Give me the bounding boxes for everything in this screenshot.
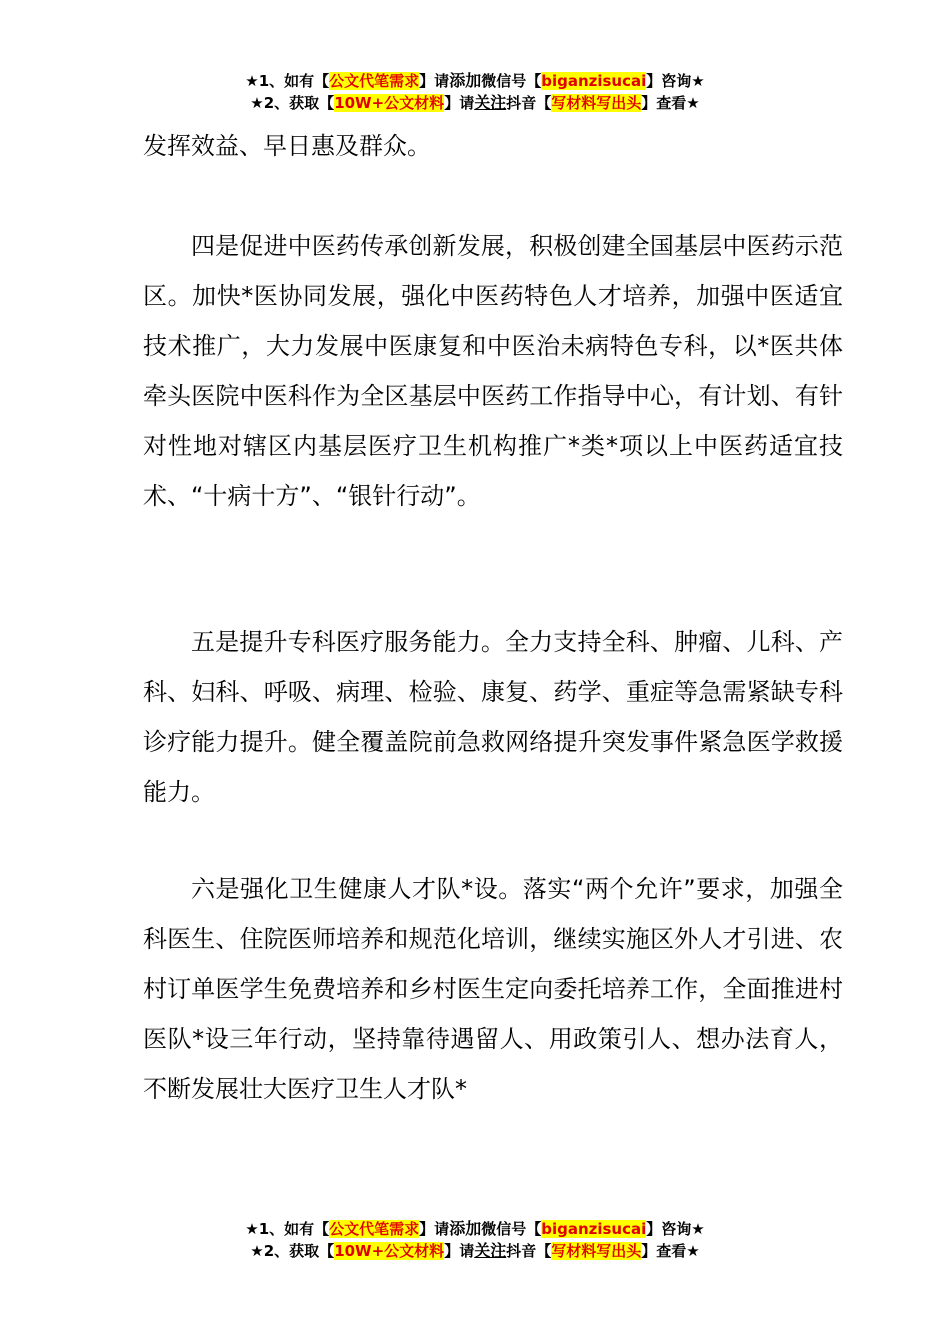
paragraph-tcm-development: 四是促进中医药传承创新发展，积极创建全国基层中医药示范区。加快*医协同发展，强化中医药特色人才培养，加强中医适宜技术推广，大力发展中医康复和中医治未病特色专科，以*医共体牵头医院中医科作为全区基层中医药工作指导中心，有计划、有针对性地对辖区内基层医疗卫生机构推广*类*项以上中医药适宜技术、“十病十方”、“银针行动”。 [143,232,843,510]
paragraph-specialty-services: 五是提升专科医疗服务能力。全力支持全科、肿瘤、儿科、产科、妇科、呼吸、病理、检验、康复、药学、重症等急需紧缺专科诊疗能力提升。健全覆盖院前急救网络提升突发事件紧急医学救援能力。 [143,628,843,806]
footer-highlight-ghostwriting: 公文代笔需求 [329,1220,420,1238]
footer-highlight-wechat-id: biganzisucai [541,1220,647,1238]
header-highlight-wechat-id: biganzisucai [541,72,647,90]
footer-line-1: ★1、如有【公文代笔需求】请添加微信号【biganzisucai】咨询★ [245,1219,705,1238]
footer-highlight-douyin: 写材料写出头 [551,1242,642,1260]
footer-line-2: ★2、获取【10W+公文材料】请关注抖音【写材料写出头】查看★ [250,1241,700,1260]
footer-highlight-materials: 10W+公文材料 [334,1242,445,1260]
header-highlight-materials: 10W+公文材料 [334,94,445,112]
footer-banner [0,1218,950,1262]
header-highlight-douyin: 写材料写出头 [551,94,642,112]
header-highlight-ghostwriting: 公文代笔需求 [329,72,420,90]
paragraph-talent-team: 六是强化卫生健康人才队*设。落实“两个允许”要求，加强全科医生、住院医师培养和规范化培训，继续实施区外人才引进、农村订单医学生免费培养和乡村医生定向委托培养工作，全面推进村医队*设三年行动，坚持靠待遇留人、用政策引人、想办法育人，不断发展壮大医疗卫生人才队* [143,875,843,1103]
header-banner [0,70,950,114]
paragraph-continuation: 发挥效益、早日惠及群众。 [143,132,431,160]
header-line-1: ★1、如有【公文代笔需求】请添加微信号【biganzisucai】咨询★ [245,71,705,90]
header-line-2: ★2、获取【10W+公文材料】请关注抖音【写材料写出头】查看★ [250,93,700,112]
